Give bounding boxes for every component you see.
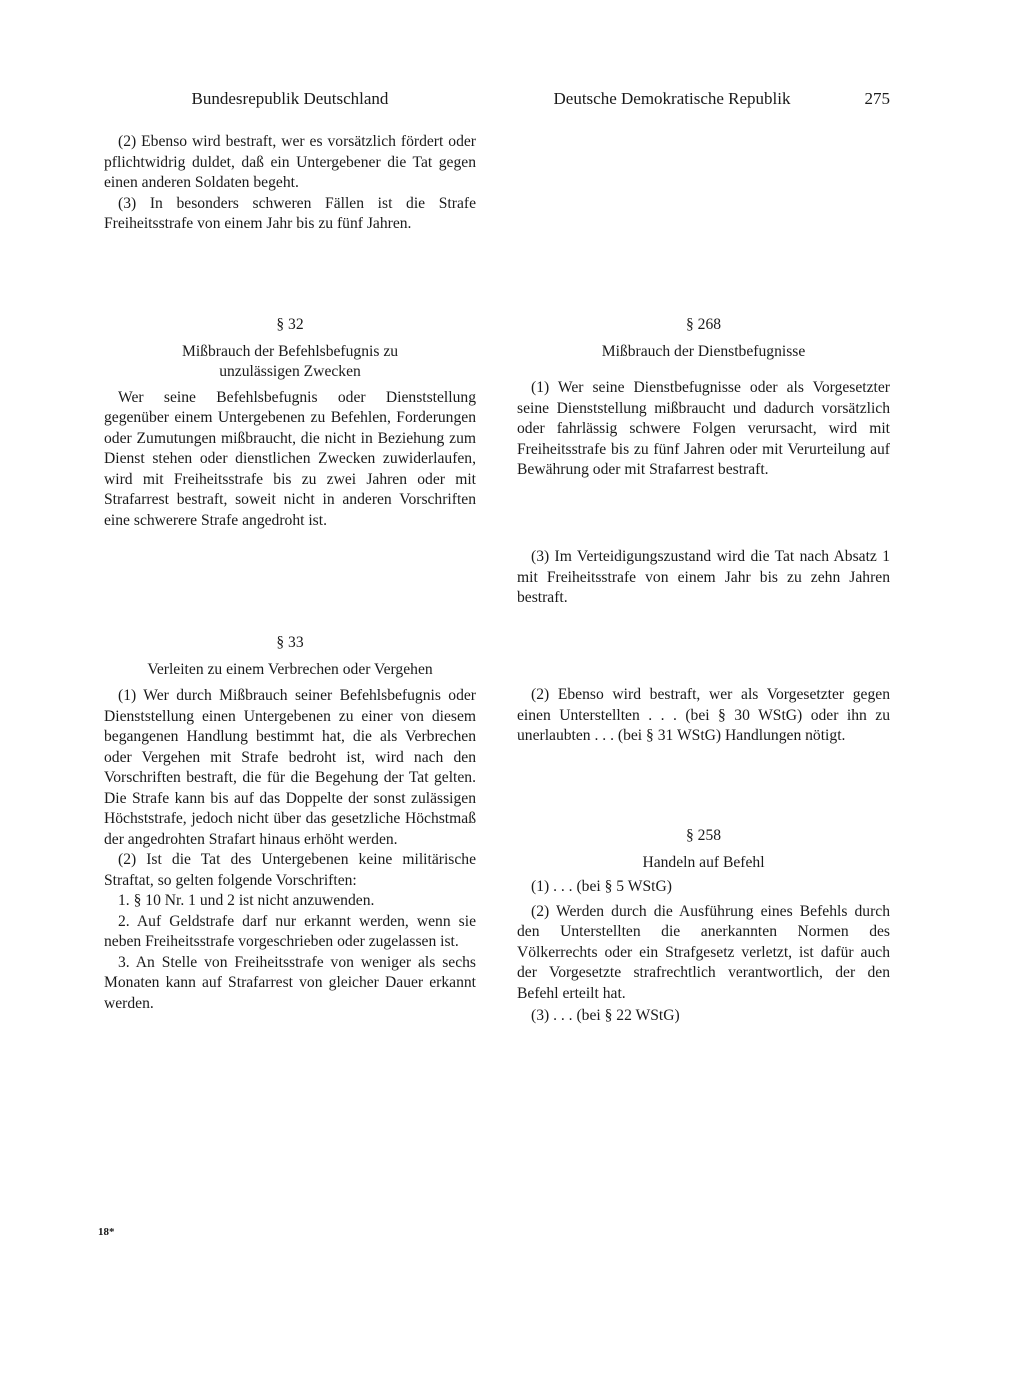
section-32 [104, 315, 476, 531]
paragraph: (3) Im Verteidigungszustand wird die Tat nach Absatz 1 mit Freiheitsstrafe von einem Jahr bis zu zehn Jahren bestraft. [517, 548, 890, 606]
paragraph: (1) . . . (bei § 5 WStG) [531, 878, 672, 895]
running-header-right: Deutsche Demokratische Republik [553, 89, 791, 108]
signature-mark: 18* [98, 1226, 115, 1238]
section-268 [517, 315, 890, 481]
section-268-para-3 [517, 547, 890, 609]
paragraph: (2) Ebenso wird bestraft, wer als Vorgesetzter gegen einen Unterstellten . . . (bei § 30 WStG) oder ihn zu unerlaubten . . . (bei § 31 WStG) Handlungen nötigt. [517, 686, 890, 744]
section-title: Mißbrauch der Befehlsbefugnis zu [181, 342, 399, 360]
section-number: § 33 [276, 634, 304, 651]
section-number: § 268 [685, 316, 722, 333]
section-number: § 258 [685, 827, 722, 844]
page-number: 275 [864, 89, 890, 108]
section-33 [104, 633, 476, 1014]
section-title: Handeln auf Befehl [642, 853, 765, 871]
paragraph: (2) Ebenso wird bestraft, wer es vorsätzlich fördert oder pflichtwidrig duldet, daß ein Untergebener die Tat gegen einen anderen Soldaten begeht. [104, 133, 476, 191]
paragraph: (2) Ist die Tat des Untergebenen keine militärische Straftat, so gelten folgende Vorschriften: [104, 851, 476, 889]
paragraph: (3) In besonders schweren Fällen ist die Strafe Freiheitsstrafe von einem Jahr bis zu fünf Jahren. [104, 194, 476, 232]
running-header-left: Bundesrepublik Deutschland [191, 89, 389, 108]
section-258 [517, 826, 890, 1027]
left-intro [104, 132, 476, 235]
section-title: unzulässigen Zwecken [219, 363, 361, 380]
paragraph: 3. An Stelle von Freiheitsstrafe von weniger als sechs Monaten kann auf Strafarrest von gleicher Dauer erkannt werden. [104, 953, 476, 1012]
section-268-para-2 [517, 685, 890, 747]
paragraph: 1. § 10 Nr. 1 und 2 ist nicht anzuwenden. [118, 892, 375, 909]
section-title: Verleiten zu einem Verbrechen oder Vergehen [147, 660, 433, 678]
section-number: § 32 [276, 316, 304, 333]
paragraph: 2. Auf Geldstrafe darf nur erkannt werden, wenn sie neben Freiheitsstrafe vorgeschrieben oder zugelassen ist. [104, 912, 476, 950]
paragraph: (1) Wer seine Dienstbefugnisse oder als Vorgesetzter seine Dienststellung mißbraucht und dadurch vorsätzlich oder fahrlässig schwere Folgen verursacht, wird mit Freiheitsstrafe bis zu fünf Jahren oder mit Verurteilung auf Bewährung oder mit Strafarrest bestraft. [517, 379, 890, 478]
paragraph: (1) Wer durch Mißbrauch seiner Befehlsbefugnis oder Dienststellung einen Untergebenen zu einer von diesem begangenen Handlung bestimmt hat, die als Verbrechen oder Vergehen mit Strafe bedroht ist, wird nach den Vorschriften bestraft, die für die Begehung der Tat gelten. Die Strafe kann bis auf das Doppelte der sonst zulässigen Höchststrafe, jedoch nicht über das gesetzliche Höchstmaß der angedrohten Strafart hinaus erhöht werden. [104, 687, 476, 848]
section-title: Mißbrauch der Dienstbefugnisse [601, 342, 806, 360]
paragraph: Wer seine Befehlsbefugnis oder Dienststellung gegenüber einem Untergebenen zu Befehlen, Forderungen oder Zumutungen mißbraucht, die nicht in Beziehung zum Dienst stehen oder dienstlichen Zwecken zuwiderlaufen, wird mit Freiheitsstrafe bis zu zwei Jahren oder mit Strafarrest bestraft, soweit nicht in anderen Vorschriften eine schwerere Strafe angedroht ist. [104, 388, 476, 529]
paragraph: (3) . . . (bei § 22 WStG) [531, 1007, 680, 1024]
paragraph: (2) Werden durch die Ausführung eines Befehls durch den Unterstellten die anerkannten Normen des Völkerrechts oder ein Strafgesetz verletzt, ist dafür auch der Vorgesetzte strafrechtlich verantwortlich, der den Befehl erteilt hat. [517, 902, 890, 1002]
